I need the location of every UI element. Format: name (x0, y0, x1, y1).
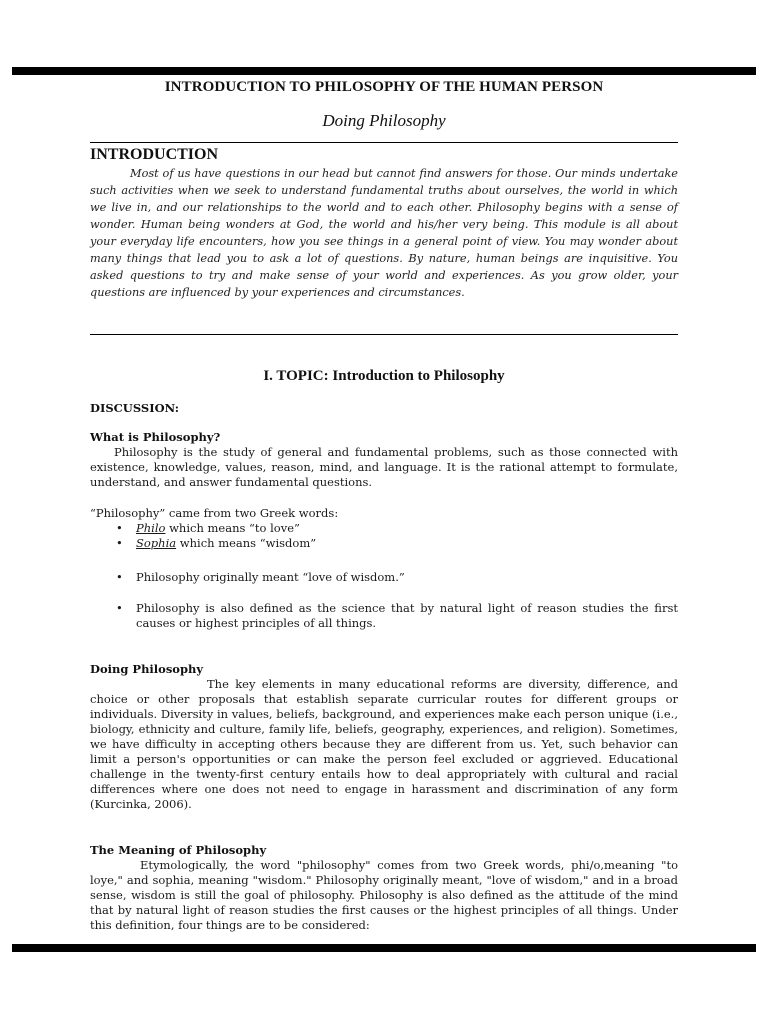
topic-heading: I. TOPIC: Introduction to Philosophy (263, 368, 505, 384)
list-item (90, 521, 678, 536)
list-item (90, 570, 678, 585)
what-is-philosophy-heading: What is Philosophy? (90, 430, 221, 444)
introduction-divider (90, 334, 678, 335)
greek-term: Sophia (136, 536, 177, 550)
greek-meaning: which means “wisdom” (176, 536, 317, 550)
document-title: INTRODUCTION TO PHILOSOPHY OF THE HUMAN PERSON (164, 79, 604, 95)
greek-words-intro: “Philosophy” came from two Greek words: (90, 506, 339, 520)
what-is-philosophy-paragraph: Philosophy is the study of general and fundamental problems, such as those connected with existence, knowledge, values, reason, mind, and language. It is the rational attempt to formulate, understand, and answer fundamental questions. (90, 445, 678, 489)
bullet-icon: • (116, 521, 123, 535)
greek-words-list (90, 521, 678, 551)
meaning-of-philosophy-paragraph: Etymologically, the word "philosophy" comes from two Greek words, phi/o,meaning "to loye," and sophia, meaning "wisdom." Philosophy originally meant, "love of wisdom," and in a broad sense, wisdom is still the goal of philosophy. Philosophy is also defined as the attitude of the mind that by natural light of reason studies the first causes or the highest principles of all things. Under this definition, four things are to be considered: (90, 858, 678, 932)
subtitle-divider (90, 142, 678, 143)
list-item (90, 601, 678, 631)
introduction-heading: INTRODUCTION (90, 146, 219, 163)
philosophy-definition-list (90, 601, 678, 631)
doing-philosophy-paragraph: The key elements in many educational reforms are diversity, difference, and choice or other proposals that establish separate curricular routes for different groups or individuals. Diversity in values, beliefs, background, and experiences make each person unique (i.e., biology, ethnicity and culture, family life, beliefs, geography, experiences, and religion). Sometimes, we have difficulty in accepting others because they are different from us. Yet, such behavior can limit a person's opportunities or can make the person feel excluded or aggrieved. Educational challenge in the twenty-first century entails how to deal appropriately with cultural and racial differences where one does not need to engage in harassment and discrimination of any form (Kurcinka, 2006). (90, 677, 678, 811)
list-item (90, 536, 678, 551)
bullet-icon: • (116, 536, 123, 550)
meaning-of-philosophy-heading: The Meaning of Philosophy (90, 843, 267, 857)
introduction-paragraph: Most of us have questions in our head but cannot find answers for those. Our minds undertake such activities when we seek to understand fundamental truths about ourselves, the world in which we live in, and our relationships to the world and to each other. Philosophy begins with a sense of wonder. Human being wonders at God, the world and his/her very being. This module is all about your everyday life encounters, how you see things in a general point of view. You may wonder about many things that lead you to ask a lot of questions. By nature, human beings are inquisitive. You asked questions to try and make sense of your world and experiences. As you grow older, your questions are influenced by your experiences and circumstances. (90, 167, 678, 299)
bottom-border-rule (12, 944, 756, 952)
discussion-label: DISCUSSION: (90, 401, 179, 415)
bullet-icon: • (116, 601, 123, 615)
bullet-text: Philosophy is also defined as the science that by natural light of reason studies the first causes or highest principles of all things. (136, 601, 678, 630)
philosophy-meaning-list (90, 570, 678, 585)
bullet-icon: • (116, 570, 123, 584)
greek-term: Philo (136, 521, 166, 535)
document-subtitle: Doing Philosophy (322, 111, 446, 130)
top-border-rule (12, 67, 756, 75)
greek-meaning: which means “to love” (165, 521, 300, 535)
doing-philosophy-heading: Doing Philosophy (90, 662, 204, 676)
bullet-text: Philosophy originally meant “love of wisdom.” (136, 570, 405, 584)
